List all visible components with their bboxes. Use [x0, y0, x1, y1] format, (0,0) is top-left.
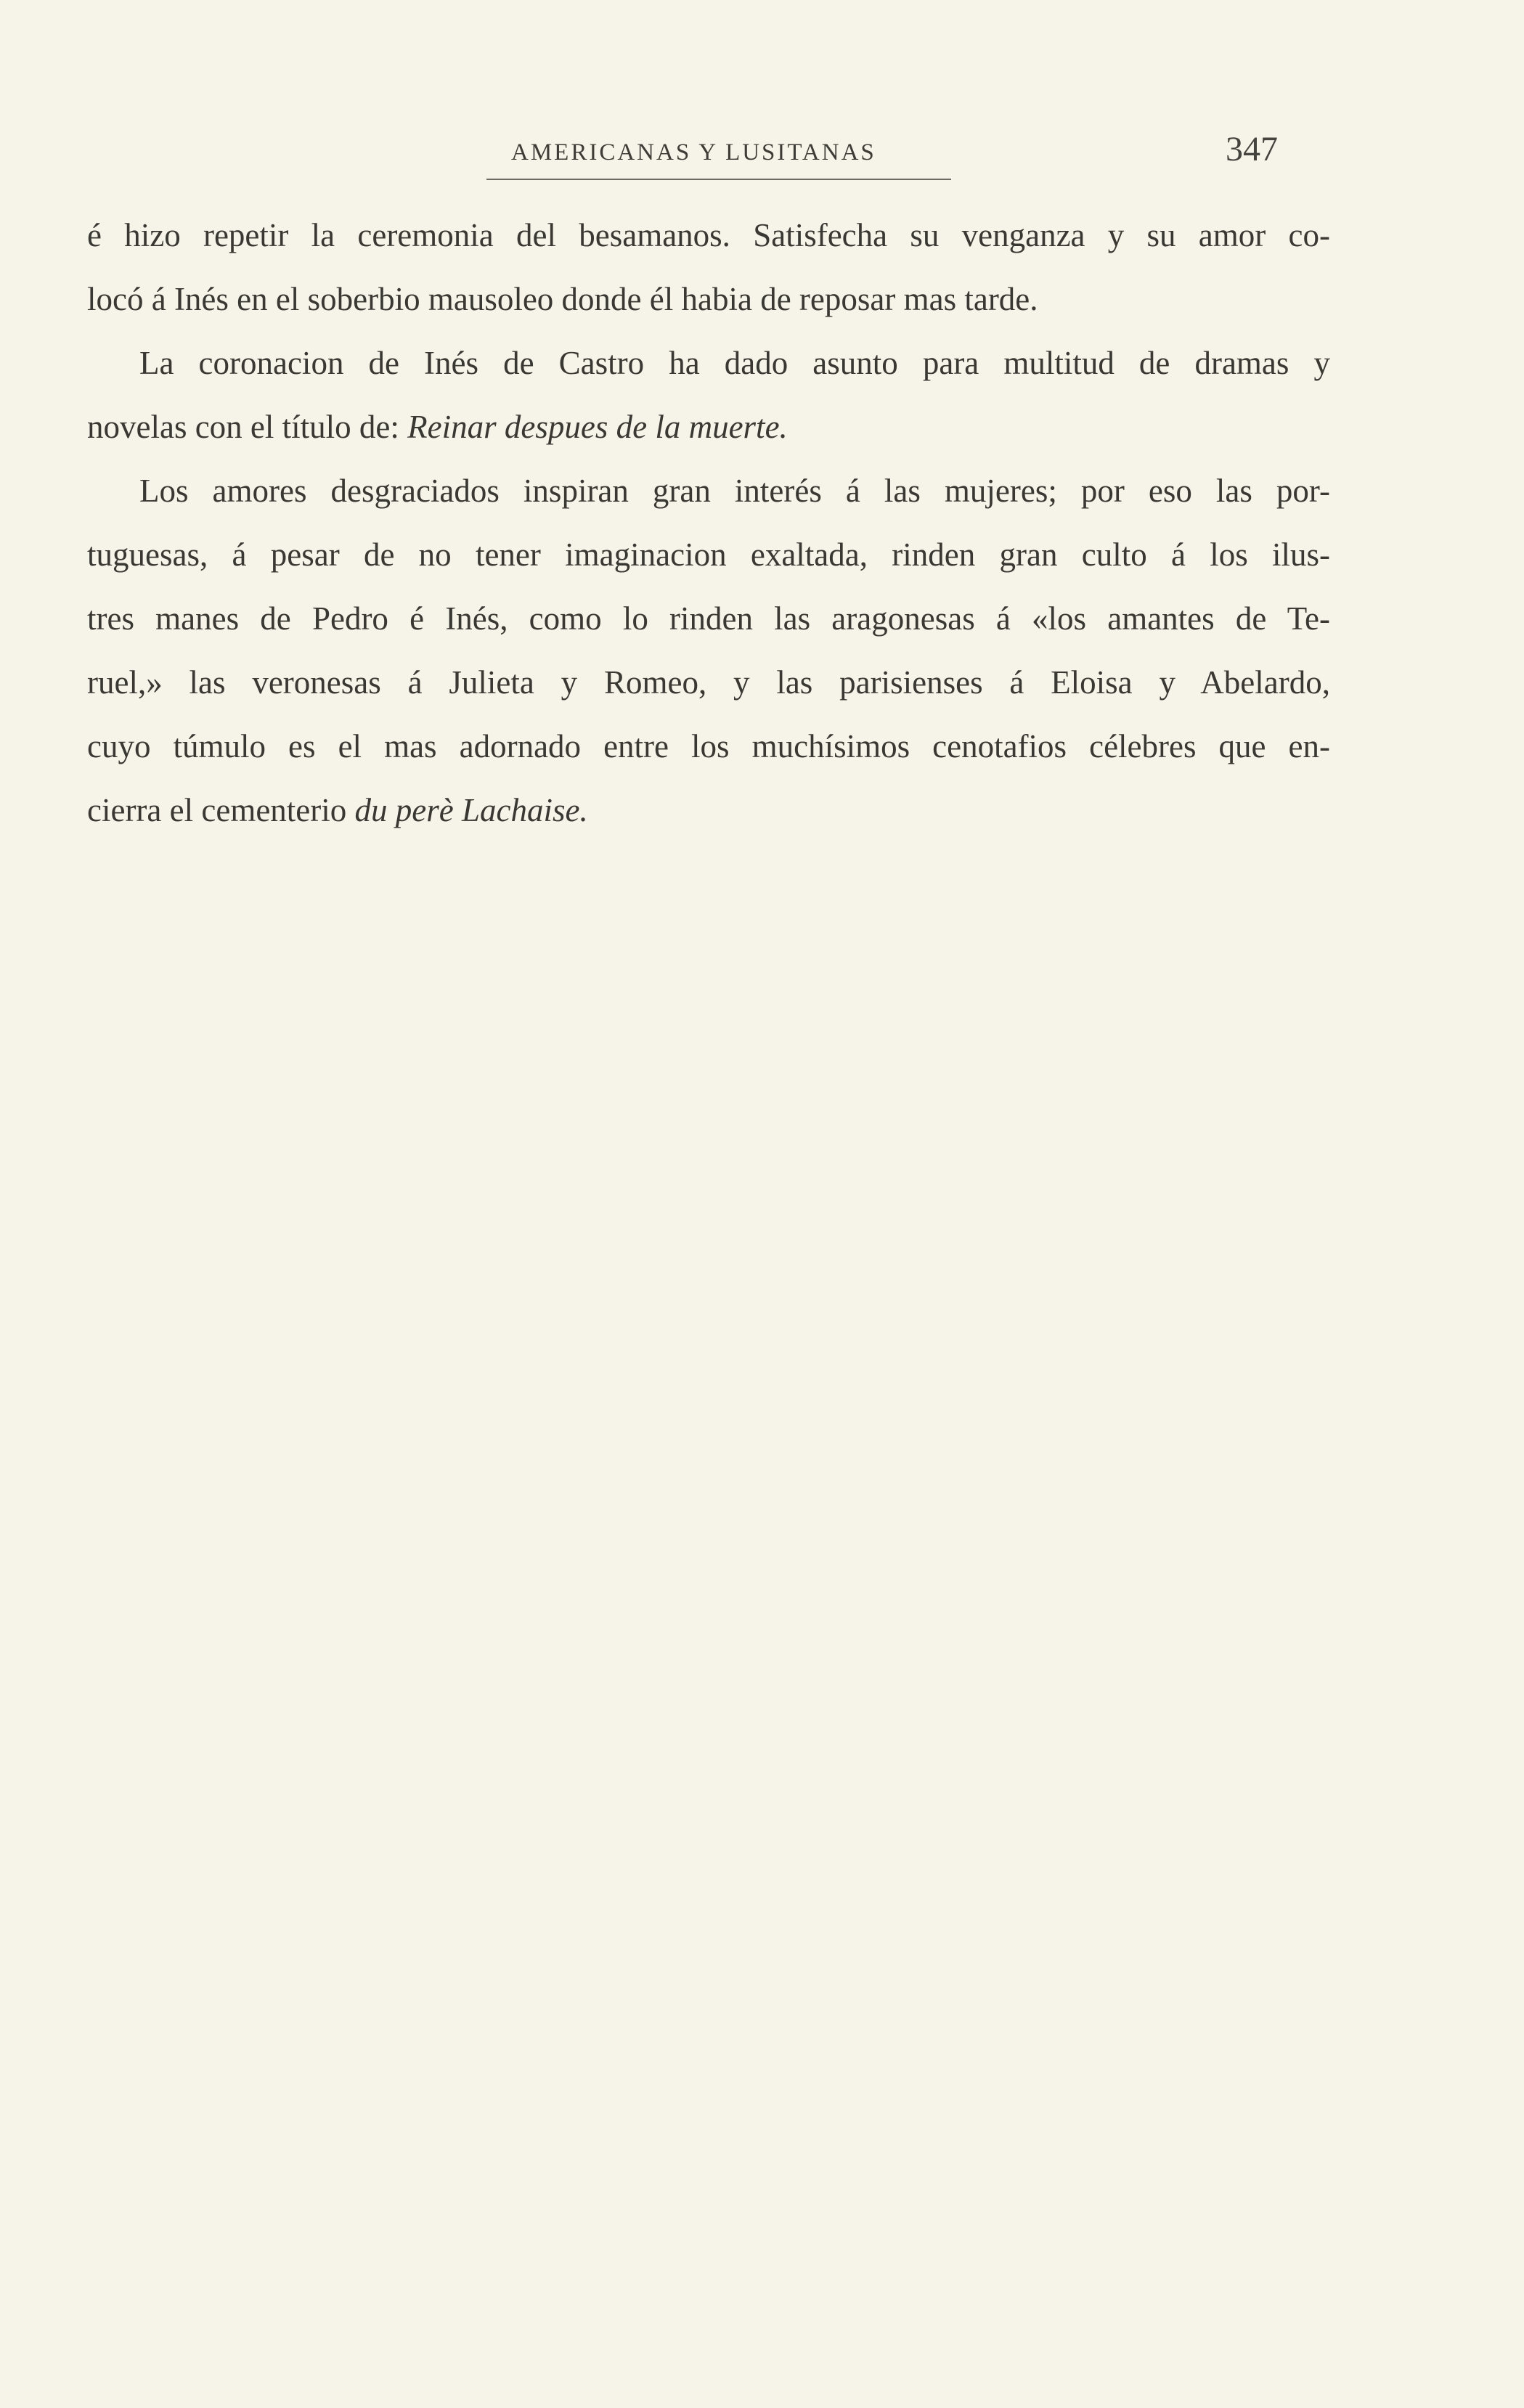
paragraph-1 [87, 203, 1330, 331]
paragraph-3 [87, 459, 1330, 842]
text-line: cuyo túmulo es el mas adornado entre los muchísimos cenotafios célebres que en- [87, 728, 1330, 764]
text-line [87, 395, 1330, 459]
line-text: cierra el cementerio [87, 792, 355, 828]
header-rule [486, 179, 951, 180]
text-line: tuguesas, á pesar de no tener imaginacion exaltada, rinden gran culto á los ilus- [87, 536, 1330, 573]
text-line: é hizo repetir la ceremonia del besamanos. Satisfecha su venganza y su amor co- [87, 217, 1330, 253]
running-title: AMERICANAS Y LUSITANAS [511, 139, 876, 166]
text-line: ruel,» las veronesas á Julieta y Romeo, y las parisienses á Eloisa y Abelardo, [87, 664, 1330, 701]
text-line: Los amores desgraciados inspiran gran interés á las mujeres; por eso las por- [139, 473, 1330, 509]
body-text [87, 203, 1330, 842]
italic-place-name: du perè Lachaise. [354, 792, 588, 828]
page-number: 347 [1226, 130, 1278, 168]
page-header [0, 123, 1524, 181]
text-line: locó á Inés en el soberbio mausoleo donde él habia de reposar mas tarde. [87, 281, 1038, 317]
italic-title: Reinar despues de la muerte. [407, 409, 788, 445]
text-line [87, 778, 1330, 842]
text-line: tres manes de Pedro é Inés, como lo rinden las aragonesas á «los amantes de Te- [87, 600, 1330, 637]
line-text: novelas con el título de: [87, 409, 408, 445]
text-line: La coronacion de Inés de Castro ha dado asunto para multitud de dramas y [139, 345, 1330, 381]
paragraph-2 [87, 331, 1330, 459]
